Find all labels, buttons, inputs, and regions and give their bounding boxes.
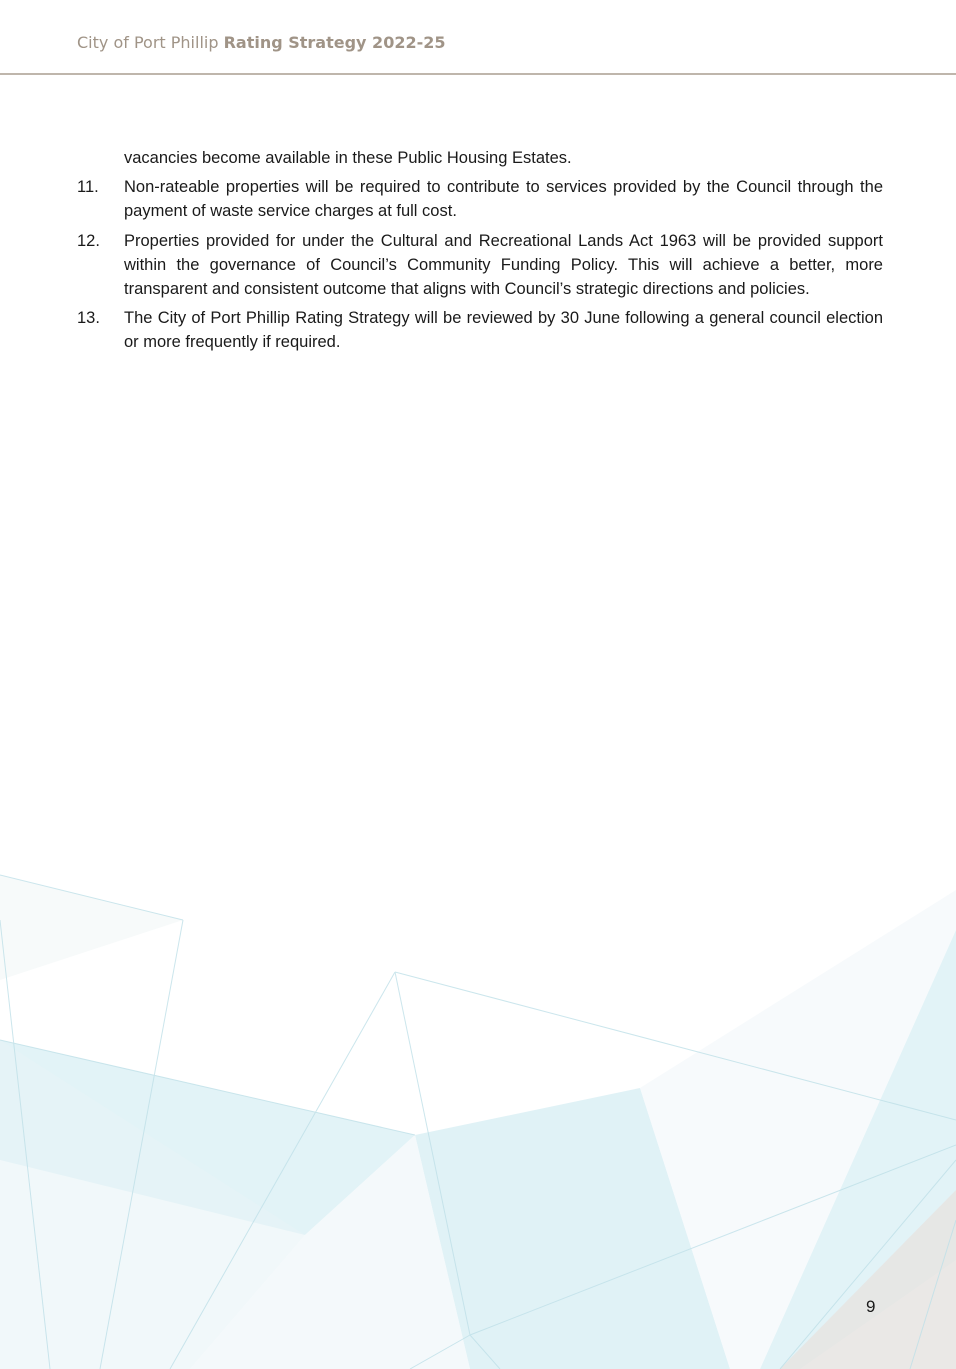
list-item-text: vacancies become available in these Public Housing Estates.	[124, 149, 572, 167]
list-item-text: The City of Port Phillip Rating Strategy will be reviewed by 30 June following a general council election or more frequently if required.	[124, 309, 883, 352]
decorative-background-graphic	[0, 860, 956, 1369]
document-body	[77, 146, 883, 360]
list-item-number: 12.	[77, 231, 100, 250]
list-item-number: 13.	[77, 309, 100, 328]
list-item	[77, 146, 883, 170]
page-number: 9	[866, 1297, 876, 1316]
list-item	[77, 306, 883, 354]
page-header	[0, 0, 956, 75]
header-title-bold: Rating Strategy 2022-25	[223, 33, 446, 52]
decor-shape	[0, 875, 183, 980]
list-item-number: 11.	[77, 178, 99, 197]
header-prefix: City of Port Phillip	[77, 33, 224, 52]
list-item	[77, 175, 883, 223]
header-title	[77, 33, 446, 52]
list-item-text: Properties provided for under the Cultural and Recreational Lands Act 1963 will be provided support within the governance of Council’s Community Funding Policy. This will achieve a better, more transparent and consistent outcome that aligns with Council’s strategic directions and policies.	[124, 231, 883, 299]
list-item	[77, 229, 883, 302]
list-item-text: Non-rateable properties will be required to contribute to services provided by the Council through the payment of waste service charges at full cost.	[124, 178, 883, 221]
